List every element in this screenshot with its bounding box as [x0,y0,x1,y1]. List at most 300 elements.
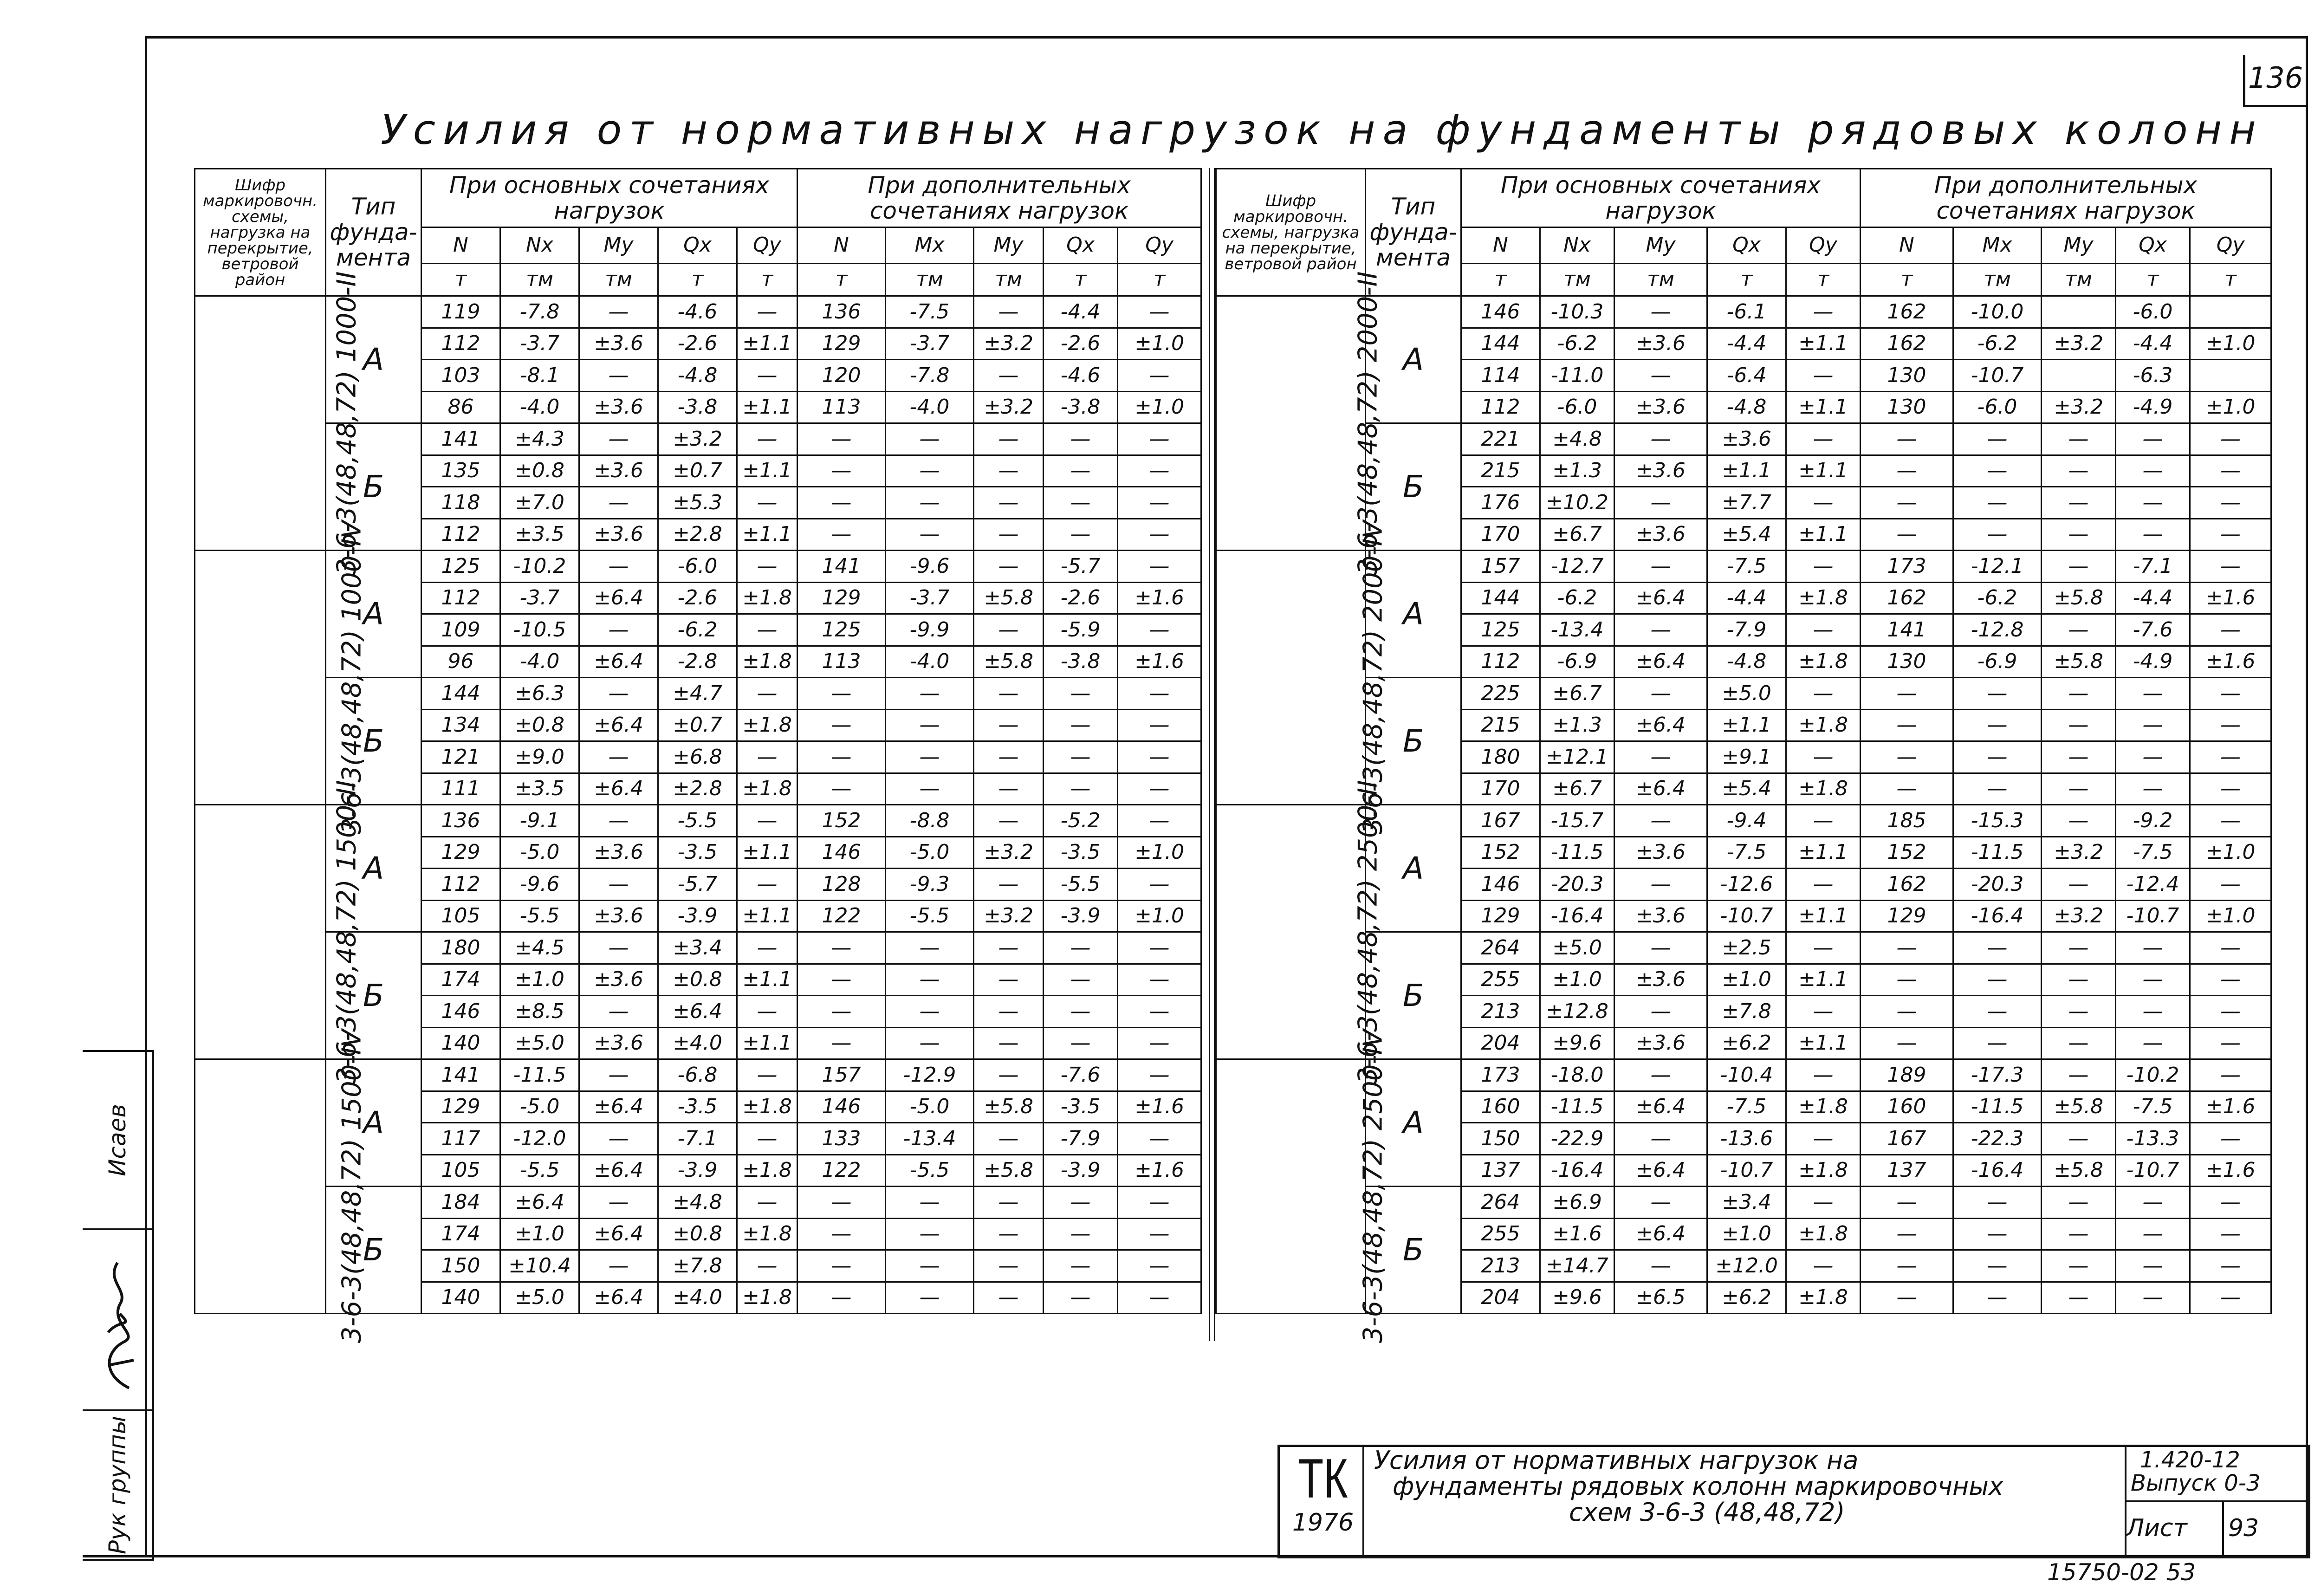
table-cell: -3.8 [1044,646,1118,678]
table-cell: -4.8 [658,360,737,392]
table-cell: — [1861,1282,1953,1314]
table-cell: 146 [1461,869,1540,901]
table-cell: -6.2 [1953,582,2042,614]
table-cell: ±4.0 [658,1027,737,1059]
table-cell: — [1861,709,1953,741]
table-cell: ±6.4 [500,1187,579,1219]
table-cell: — [974,519,1044,551]
table-cell: ±1.8 [1786,773,1861,805]
right-table [1215,168,2272,1343]
frame-top-line [145,36,2308,39]
table-cell: — [2190,741,2271,773]
table-cell: -2.6 [1044,328,1118,360]
table-cell: -4.4 [1707,582,1786,614]
table-cell: — [579,360,658,392]
table-cell: -7.1 [658,1123,737,1155]
table-cell: ±1.1 [737,964,797,996]
table-cell: — [737,1250,797,1282]
table-cell: -3.5 [1044,837,1118,869]
table-cell: — [974,964,1044,996]
table-cell: — [1861,1187,1953,1219]
table-cell: — [1953,678,2042,710]
table-cell: — [579,1250,658,1282]
table-cell: — [2190,423,2271,455]
table-cell: -11.5 [1540,1091,1614,1123]
foundation-type: А [326,805,421,932]
table-cell: — [1118,551,1201,583]
table-cell: — [2190,1059,2271,1091]
table-cell: — [579,869,658,901]
role-cell [83,1409,152,1559]
table-cell: — [2190,869,2271,901]
table-cell: — [1118,678,1201,710]
table-cell: ±6.2 [1707,1027,1786,1059]
table-cell: -8.1 [500,360,579,392]
table-cell: 146 [797,1091,886,1123]
table-cell: — [797,1027,886,1059]
table-cell: — [2116,1187,2190,1219]
table-cell: — [1118,1027,1201,1059]
table-cell: — [1861,455,1953,487]
table-cell: — [2116,932,2190,964]
table-cell: — [797,487,886,519]
group-label [1216,780,1383,1084]
table-cell: — [974,487,1044,519]
foundation-type: Б [1366,932,1461,1059]
header-unit: тм [579,264,658,296]
group-label-text: 3-6-3(48,48,72) 1000-IV [337,520,367,835]
table-cell: ±1.0 [1118,328,1201,360]
group-label-text: 3-6-3(48,48,72) 1500-II [331,780,362,1084]
table-cell: 144 [1461,328,1540,360]
table-cell: -4.8 [1707,646,1786,678]
table-cell: 133 [797,1123,886,1155]
table-cell: -5.9 [1044,614,1118,646]
table-cell: ±1.1 [1786,837,1861,869]
foundation-type: Б [326,678,421,805]
table-cell: — [1614,1123,1707,1155]
table-cell: — [737,678,797,710]
table-cell: 170 [1461,519,1540,551]
table-cell: — [886,964,974,996]
table-cell: — [2116,423,2190,455]
table-cell: 134 [421,709,500,741]
table-cell: ±1.0 [2190,837,2271,869]
table-cell: 185 [1861,805,1953,837]
table-cell: — [1786,551,1861,583]
table-cell: -6.4 [1707,360,1786,392]
table-cell: ±1.1 [737,900,797,932]
table-cell: -3.7 [500,328,579,360]
table-cell: 144 [421,678,500,710]
table-cell: — [1044,932,1118,964]
table-cell: ±3.6 [579,964,658,996]
table-cell: ±4.8 [1540,423,1614,455]
table-cell [2042,296,2116,328]
table-cell: -2.8 [658,646,737,678]
table-cell: — [2116,1027,2190,1059]
table-cell: -10.3 [1540,296,1614,328]
table-cell: ±5.8 [974,646,1044,678]
table-cell: ±1.8 [1786,1091,1861,1123]
table-cell: — [1118,741,1201,773]
table-cell: ±6.7 [1540,519,1614,551]
table-cell: — [1118,455,1201,487]
table-cell: 141 [797,551,886,583]
group-label-text: 3-6-3(48,48,72) 1500-IV [337,1029,367,1343]
table-cell: — [737,869,797,901]
header-unit: т [1786,264,1861,296]
table-cell: — [1118,614,1201,646]
table-cell: -10.2 [2116,1059,2190,1091]
table-cell: 112 [421,328,500,360]
group-label [1216,1029,1388,1343]
header-symbol: Qy [1786,227,1861,264]
table-cell: 111 [421,773,500,805]
table-cell: — [2042,1123,2116,1155]
table-cell: — [1786,487,1861,519]
table-cell: — [2116,1218,2190,1250]
table-cell: — [1118,869,1201,901]
table-cell: -12.9 [886,1059,974,1091]
table-cell: ±3.6 [1614,837,1707,869]
table-cell: — [1953,932,2042,964]
table-cell: — [1614,551,1707,583]
table-cell: — [1953,519,2042,551]
header-unit: т [1707,264,1786,296]
table-cell: — [886,519,974,551]
table-cell: 130 [1861,391,1953,423]
table-cell: ±1.0 [500,1218,579,1250]
table-cell: — [1861,773,1953,805]
table-cell: -3.8 [1044,391,1118,423]
table-cell: ±6.3 [500,678,579,710]
table-cell: ±2.5 [1707,932,1786,964]
table-cell: — [2042,519,2116,551]
table-cell: ±6.4 [579,582,658,614]
table-cell: -7.5 [2116,837,2190,869]
table-cell: — [579,741,658,773]
table-cell: ±1.1 [1786,328,1861,360]
table-cell: 180 [421,932,500,964]
table-cell: ±3.6 [1707,423,1786,455]
table-cell: -5.5 [500,900,579,932]
table-cell: -6.0 [658,551,737,583]
table-cell: -6.0 [2116,296,2190,328]
table-cell: — [1786,869,1861,901]
table-cell: ±9.6 [1540,1027,1614,1059]
table-cell: -5.5 [1044,869,1118,901]
table-cell: -9.6 [886,551,974,583]
table-cell: — [886,423,974,455]
table-cell: — [2042,423,2116,455]
table-cell: ±4.5 [500,932,579,964]
table-cell: — [1614,360,1707,392]
table-cell: — [1953,423,2042,455]
table-cell: ±6.4 [1614,582,1707,614]
table-cell: — [1953,1282,2042,1314]
table-cell: ±1.8 [1786,582,1861,614]
table-cell: -6.3 [2116,360,2190,392]
table-cell: 112 [421,582,500,614]
table-cell: — [2042,455,2116,487]
table-cell: — [974,805,1044,837]
table-cell: 129 [421,837,500,869]
table-cell: -3.9 [658,1155,737,1187]
table-cell: — [1861,678,1953,710]
table-cell: 136 [797,296,886,328]
table-cell: 152 [1461,837,1540,869]
foundation-type: А [326,551,421,678]
table-cell: — [737,551,797,583]
table-cell: — [886,932,974,964]
table-cell: ±1.0 [500,964,579,996]
table-row [195,805,1201,837]
table-cell: 96 [421,646,500,678]
table-cell: — [2116,678,2190,710]
table-cell: — [1614,1059,1707,1091]
table-cell: ±9.6 [1540,1282,1614,1314]
table-cell: 129 [421,1091,500,1123]
table-cell: — [886,1282,974,1314]
header-row [195,169,1201,227]
header-unit: тм [1953,264,2042,296]
table-cell: — [1118,805,1201,837]
table-cell: ±5.8 [974,582,1044,614]
table-cell: ±3.6 [1614,1027,1707,1059]
table-cell: ±1.1 [1786,900,1861,932]
table-cell: ±3.6 [1614,328,1707,360]
table-cell: — [2190,1282,2271,1314]
table-cell: -7.8 [500,296,579,328]
handwritten-signature [92,1249,143,1393]
table-cell: 113 [797,391,886,423]
table-cell: -12.1 [1953,551,2042,583]
foundation-type: А [1366,805,1461,932]
table-cell: — [2190,1027,2271,1059]
table-cell: -11.5 [1540,837,1614,869]
table-cell: -3.7 [500,582,579,614]
table-cell: — [1786,1123,1861,1155]
table-cell: — [2116,996,2190,1028]
table-cell: ±5.8 [2042,582,2116,614]
table-cell: -10.7 [1953,360,2042,392]
table-cell: ±3.2 [974,837,1044,869]
table-cell: — [797,741,886,773]
table-cell: — [579,805,658,837]
table-cell: — [974,1250,1044,1282]
table-cell: ±1.8 [737,709,797,741]
header-unit: тм [886,264,974,296]
header-unit: т [1118,264,1201,296]
table-cell: — [2190,1250,2271,1282]
foundation-type: А [1366,1059,1461,1187]
table-cell: ±3.6 [1614,964,1707,996]
table-cell: -5.5 [500,1155,579,1187]
table-cell: — [886,996,974,1028]
table-cell: — [2116,487,2190,519]
table-cell: ±1.0 [1118,837,1201,869]
table-cell: -5.0 [886,1091,974,1123]
header-unit: т [737,264,797,296]
table-cell: — [974,996,1044,1028]
header-unit: тм [1540,264,1614,296]
table-cell: -13.4 [886,1123,974,1155]
table-cell: — [1861,1027,1953,1059]
table-cell: -7.6 [2116,614,2190,646]
table-cell: — [1861,423,1953,455]
table-cell: — [974,551,1044,583]
table-cell: ±3.2 [2042,900,2116,932]
signature-role: Рук группы [104,1415,131,1555]
table-cell: 129 [797,328,886,360]
table-cell: ±1.6 [2190,582,2271,614]
table-cell: -13.4 [1540,614,1614,646]
table-cell: -9.4 [1707,805,1786,837]
table-cell: ±3.6 [1614,519,1707,551]
table-cell: — [886,487,974,519]
header-unit: т [2116,264,2190,296]
table-cell: ±6.4 [579,1155,658,1187]
table-cell: 184 [421,1187,500,1219]
header-basic-combinations: При основных сочетаниях нагрузок [1461,169,1861,227]
table-cell: — [797,1282,886,1314]
table-cell: — [974,678,1044,710]
table-cell: -10.2 [500,551,579,583]
table-cell: -11.5 [1953,837,2042,869]
table-cell: ±1.6 [2190,1091,2271,1123]
table-cell: -5.5 [886,900,974,932]
table-cell: ±1.6 [1118,1091,1201,1123]
table-cell: ±1.0 [1707,1218,1786,1250]
table-cell: — [797,709,886,741]
table-cell: 105 [421,900,500,932]
table-cell: ±5.4 [1707,519,1786,551]
table-cell: — [1118,519,1201,551]
table-cell: 213 [1461,1250,1540,1282]
table-cell: ±7.8 [658,1250,737,1282]
table-cell: — [1861,964,1953,996]
table-cell: — [2190,678,2271,710]
header-symbol: Mx [1953,227,2042,264]
table-row [1216,296,2271,328]
header-unit: тм [1614,264,1707,296]
header-symbol: Qy [2190,227,2271,264]
table-cell: — [974,1218,1044,1250]
table-cell: — [1614,869,1707,901]
table-cell: 255 [1461,1218,1540,1250]
table-cell: 160 [1861,1091,1953,1123]
header-shifr: Шифр маркировочн. схемы, нагрузка на перекрытие, ветровой район [195,169,326,296]
header-unit: тм [974,264,1044,296]
table-cell: — [1118,1123,1201,1155]
table-cell: — [579,1187,658,1219]
table-cell: -11.5 [500,1059,579,1091]
table-cell: ±6.7 [1540,773,1614,805]
table-cell: ±4.3 [500,423,579,455]
table-cell: ±3.6 [1614,391,1707,423]
table-cell: -6.8 [658,1059,737,1091]
table-cell: ±1.1 [737,328,797,360]
table-cell: — [2116,1282,2190,1314]
table-cell: ±3.4 [1707,1187,1786,1219]
table-cell: — [2190,805,2271,837]
table-cell: ±1.6 [1118,1155,1201,1187]
table-cell: -5.7 [1044,551,1118,583]
table-cell: -10.7 [2116,900,2190,932]
table-cell: — [1953,455,2042,487]
table-cell: — [1614,1187,1707,1219]
table-cell: — [1118,360,1201,392]
header-additional-combinations: При дополнительных сочетаниях нагрузок [797,169,1201,227]
signature-block [83,1050,154,1561]
title-line-3: схем 3-6-3 (48,48,72) [1569,1498,1845,1527]
table-cell: 125 [1461,614,1540,646]
table-cell: — [1118,1250,1201,1282]
table-cell: — [1861,996,1953,1028]
table-cell: — [2190,614,2271,646]
table-cell: — [974,360,1044,392]
table-cell: 157 [797,1059,886,1091]
table-cell: — [737,1123,797,1155]
table-cell: -4.0 [500,391,579,423]
table-cell: — [886,741,974,773]
code-series: 1.420-12 [2140,1447,2240,1473]
table-cell: 146 [1461,296,1540,328]
table-cell: 150 [421,1250,500,1282]
table-cell: -12.8 [1953,614,2042,646]
table-cell: -3.8 [658,391,737,423]
table-cell: ±1.3 [1540,709,1614,741]
table-cell: -10.0 [1953,296,2042,328]
table-cell: ±1.8 [1786,646,1861,678]
table-cell: 113 [797,646,886,678]
table-cell: — [2190,519,2271,551]
table-cell: 152 [1861,837,1953,869]
table-cell: — [2042,1250,2116,1282]
table-cell: — [2116,519,2190,551]
table-cell: ±1.1 [737,837,797,869]
table-cell: — [1614,932,1707,964]
table-cell: ±1.6 [1118,646,1201,678]
table-cell: — [2042,614,2116,646]
table-cell: -17.3 [1953,1059,2042,1091]
table-cell: — [1118,996,1201,1028]
table-cell: — [1044,773,1118,805]
table-cell: — [1614,423,1707,455]
foundation-type: Б [1366,423,1461,551]
table-cell: -4.0 [500,646,579,678]
table-cell: — [1861,487,1953,519]
table-cell: -7.5 [2116,1091,2190,1123]
table-cell: — [579,423,658,455]
table-cell: 204 [1461,1282,1540,1314]
table-cell: — [974,1282,1044,1314]
foundation-type: Б [1366,678,1461,805]
group-label-text: 3-6-3(48,48,72) 1000-II [331,271,362,575]
code-issue: Выпуск 0-3 [2131,1470,2261,1496]
table-cell: — [1614,1250,1707,1282]
header-unit: тм [2042,264,2116,296]
table-cell: — [974,773,1044,805]
table-cell: — [1118,709,1201,741]
table-cell: ±1.0 [1118,900,1201,932]
group-label [195,271,362,575]
table-cell: — [737,423,797,455]
table-cell: 173 [1861,551,1953,583]
table-cell: ±1.1 [1786,1027,1861,1059]
table-cell: — [974,1123,1044,1155]
